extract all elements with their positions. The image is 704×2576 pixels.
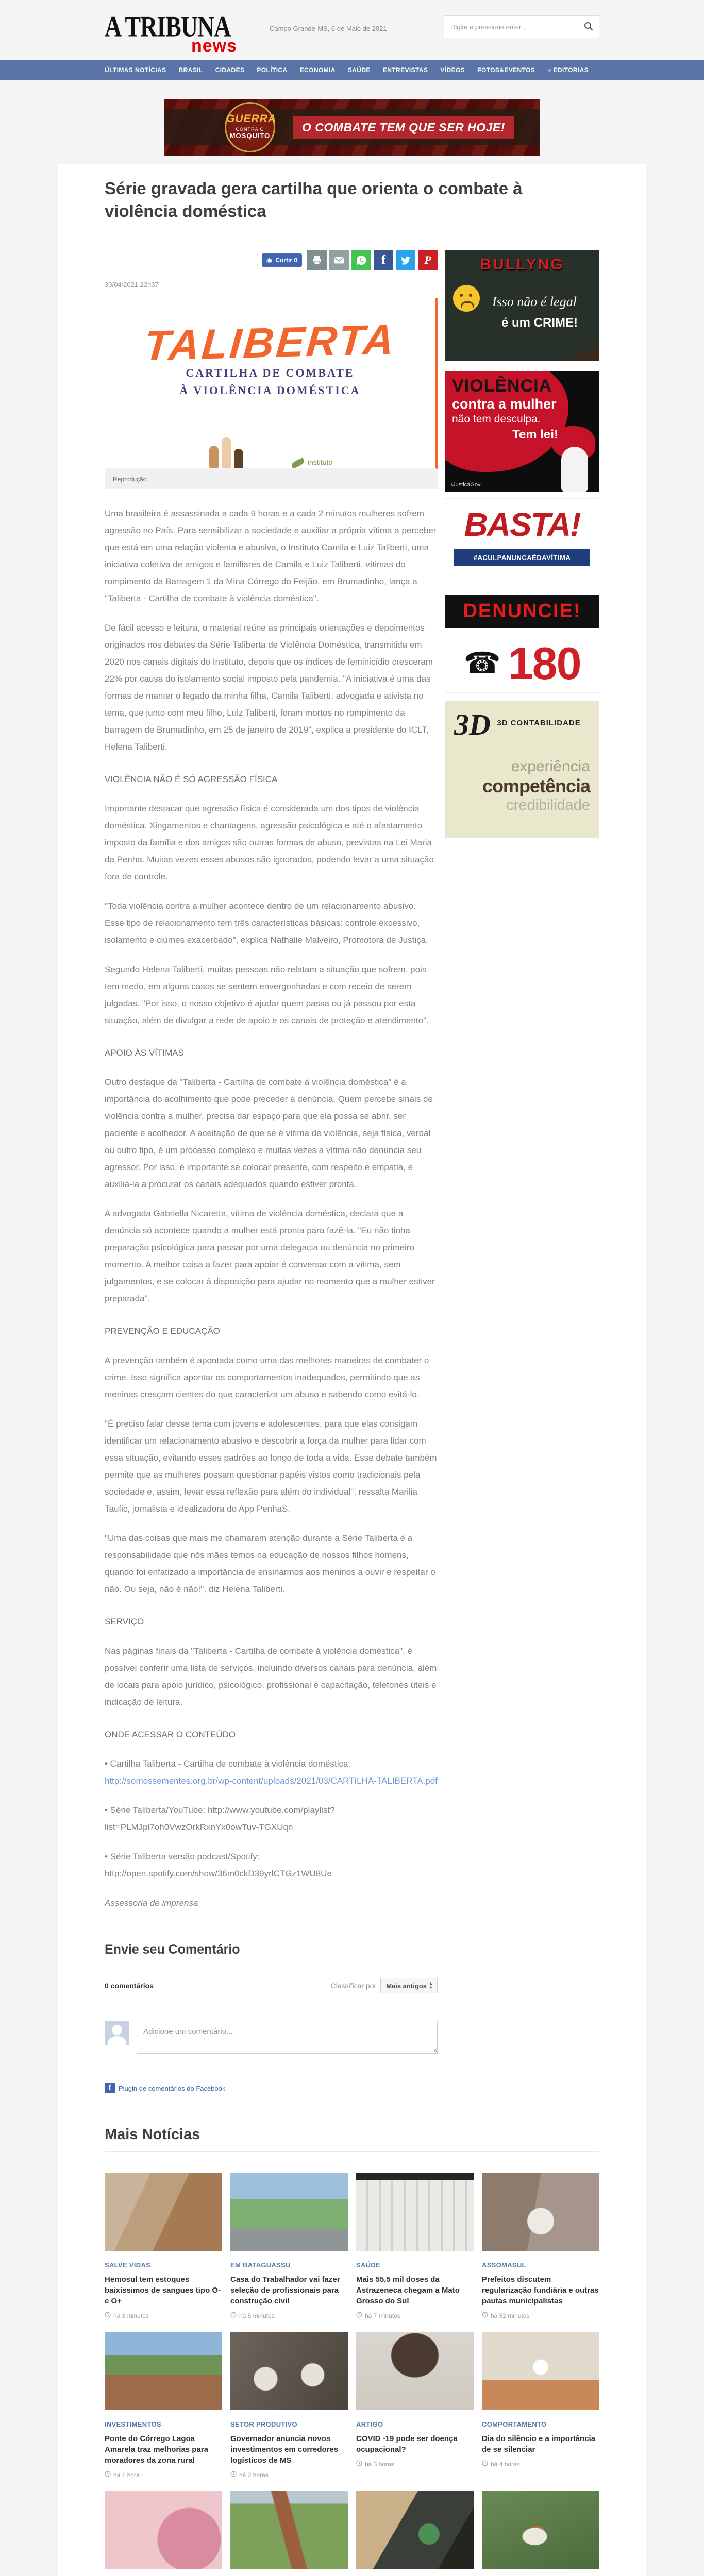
news-title[interactable]: Ponte do Córrego Lagoa Amarela traz melhorias para moradores da zona rural	[105, 2434, 208, 2465]
news-title[interactable]: Governador anuncia novos investimentos em corredores logísticos de MS	[230, 2434, 339, 2465]
news-title[interactable]: Dia do silêncio e a importância de se silenciar	[482, 2434, 596, 2454]
news-category[interactable]: EM BATAGUASSU	[230, 2261, 291, 2269]
news-category[interactable]: COMPORTAMENTO	[482, 2420, 547, 2428]
news-image[interactable]	[356, 2173, 474, 2251]
logo-main-text: A TRIBUNA	[105, 10, 231, 43]
main-nav	[0, 60, 704, 80]
paragraph: "Toda violência contra a mulher acontece dentro de um relacionamento abusivo. Esse tipo de relacionamento tem três características básicas: controle excessivo, isolamento e ciúmes exacerbado", explica Nathalie Malveiro, Promotora de Justiça.	[105, 901, 428, 945]
news-image[interactable]	[105, 2332, 222, 2410]
email-icon[interactable]	[329, 250, 349, 270]
divider	[105, 2151, 599, 2152]
ad-violencia-contra-mulher[interactable]: VIOLÊNCIA contra a mulher não tem desculpa. Tem lei! /JusticaGov	[445, 371, 599, 492]
raised-fists-illustration	[208, 437, 245, 468]
paragraph: Importante destacar que agressão física é considerada um dos tipos de violência doméstica. Xingamentos e chantagens, agressão psicológica e até o afastamento imposto da família e dos amigos são outras formas de abuso, previstas na Lei Maria da Penha. Muitas vezes esses abusos são ignorados, podendo levar a uma situação fora de controle.	[105, 804, 434, 882]
clock-icon	[230, 2471, 237, 2479]
search-button[interactable]	[578, 16, 599, 38]
print-icon[interactable]	[307, 250, 327, 270]
subheading: APOIO ÀS VÍTIMAS	[105, 1048, 184, 1058]
content-card	[58, 164, 646, 2576]
article-image-taliberta-poster	[105, 298, 438, 469]
nav-item-videos[interactable]: VÍDEOS	[440, 66, 465, 74]
news-card[interactable]	[230, 2332, 348, 2479]
news-image[interactable]	[230, 2332, 348, 2410]
ad-phone-180[interactable]: ☎ 180	[445, 634, 599, 693]
news-image[interactable]	[482, 2173, 599, 2251]
clock-icon	[230, 2312, 237, 2319]
nav-item-cidades[interactable]: CIDADES	[215, 66, 245, 74]
nav-item-saude[interactable]: SAÚDE	[347, 66, 371, 74]
nav-item-ultimas-noticias[interactable]: ÚLTIMAS NOTÍCIAS	[105, 66, 166, 74]
paragraph: A prevenção também é apontada como uma das melhores maneiras de combater o crime. Isso significa apontar os comportamentos inadequados, permitindo que as meninas cresçam cientes do que caracteriza um abuso e sabendo como evitá-lo.	[105, 1355, 429, 1399]
clock-icon	[482, 2312, 488, 2319]
news-title[interactable]: Casa do Trabalhador vai fazer seleção de profissionais para construção civil	[230, 2275, 340, 2306]
subheading: VIOLÊNCIA NÃO É SÓ AGRESSÃO FÍSICA	[105, 774, 278, 784]
news-category[interactable]: INVESTIMENTOS	[105, 2420, 161, 2428]
hashtag: #ACULPANUNCAÉDAVÍTIMA	[454, 549, 590, 566]
news-card[interactable]	[105, 2332, 222, 2479]
subheading: SERVIÇO	[105, 1617, 144, 1626]
share-row	[105, 250, 438, 270]
news-time: há 1 hora	[105, 2471, 222, 2479]
avatar	[105, 2021, 129, 2045]
nav-item-entrevistas[interactable]: ENTREVISTAS	[382, 66, 428, 74]
clock-icon	[356, 2460, 362, 2468]
cartilha-pdf-link[interactable]: http://somossementes.org.br/wp-content/uploads/2021/03/CARTILHA-TALIBERTA.pdf	[105, 1776, 438, 1786]
news-image[interactable]	[356, 2332, 474, 2410]
ad-3d-contabilidade[interactable]: 3D 3D CONTABILIDADE experiência competência credibilidade	[445, 701, 599, 838]
ad-denuncie[interactable]: DENUNCIE!	[445, 595, 599, 628]
nav-item-fotos-eventos[interactable]: FOTOS&EVENTOS	[477, 66, 535, 74]
sidebar-ads	[445, 250, 599, 838]
poster-subtitle-1: CARTILHA DE COMBATE	[186, 366, 355, 379]
nav-item-brasil[interactable]: BRASIL	[178, 66, 203, 74]
twitter-icon[interactable]	[396, 250, 415, 270]
byline: Assessoria de imprensa	[105, 1898, 198, 1908]
whatsapp-icon[interactable]	[351, 250, 371, 270]
news-card[interactable]	[482, 2332, 599, 2479]
news-title[interactable]: Hemosul tem estoques baixíssimos de sangues tipo O- e O+	[105, 2275, 221, 2306]
ad-bullying[interactable]: BULLYNG Isso não é legal é um CRIME!	[445, 250, 599, 361]
article-body	[105, 505, 438, 1911]
sad-emoji-icon	[453, 285, 480, 312]
sort-label: Classificar por	[330, 1981, 377, 1990]
news-category[interactable]: SETOR PRODUTIVO	[230, 2420, 297, 2428]
news-card[interactable]	[230, 2173, 348, 2319]
clock-icon	[482, 2460, 488, 2468]
news-image[interactable]	[105, 2491, 222, 2569]
banner-message: O COMBATE TEM QUE SER HOJE!	[293, 116, 514, 139]
facebook-plugin-link[interactable]: Plugin de comentários do Facebook	[119, 2084, 226, 2092]
clock-icon	[356, 2312, 362, 2319]
news-image[interactable]	[105, 2173, 222, 2251]
news-image[interactable]	[482, 2332, 599, 2410]
comment-input[interactable]	[137, 2021, 438, 2054]
logo-sub-text: news	[191, 36, 238, 56]
image-caption: Reprodução	[105, 469, 438, 489]
guerra-badge: GUERRA CONTRA O MOSQUITO	[225, 102, 275, 152]
search-input[interactable]	[444, 23, 578, 31]
news-time: há 52 minutos	[482, 2312, 599, 2319]
bullet-with-link: • Cartilha Taliberta - Cartilha de combate à violência doméstica: http://somossementes.org.br/wp-content/uploads/2021/03/CARTILHA-TALIBERTA.pdf	[105, 1759, 438, 1786]
facebook-like-button[interactable]: Curtir 0	[262, 253, 302, 267]
news-grid	[105, 2173, 599, 2576]
paragraph: Nas páginas finais da "Taliberta - Cartilha de combate à violência doméstica", é possível conferir uma lista de serviços, incluindo diversos canais para denúncia, além de locais para apoio jurídico, psicológico, profissional e capacitação, telefones úteis e indicação de leitura.	[105, 1646, 437, 1707]
sort-dropdown[interactable]: Mais antigos ▴ ▾	[380, 1978, 438, 1993]
ad-basta[interactable]: BASTA! #ACULPANUNCAÉDAVÍTIMA	[445, 498, 599, 588]
nav-item-politica[interactable]: POLÍTICA	[257, 66, 288, 74]
subheading: ONDE ACESSAR O CONTEÚDO	[105, 1730, 236, 1739]
paragraph: A advogada Gabriella Nicaretta, vítima de violência doméstica, declara que a denúncia só acontece quando a mulher está pronta para fazê-la. "Eu não tinha preparação psicológica para passar por uma delegacia ou denúncia no primeiro momento. A melhor coisa a fazer para apoiar é conversar com a vítima, sem julgamentos, e se colocar à disposição para ajudar no momento que a mulher estiver preparada".	[105, 1209, 435, 1303]
sort-arrows-icon: ▴ ▾	[429, 1981, 432, 1990]
pinterest-icon[interactable]	[418, 250, 438, 270]
instituto-logo: instituto	[291, 458, 332, 468]
comments-count: 0 comentários	[105, 1981, 154, 1990]
news-time: há 4 horas	[482, 2460, 599, 2468]
news-image[interactable]	[482, 2491, 599, 2569]
facebook-plugin-icon: f	[105, 2083, 115, 2093]
more-news-heading: Mais Notícias	[105, 2126, 200, 2143]
paragraph: Outro destaque da "Taliberta - Cartilha de combate à violência doméstica" é a importância do acolhimento que pode preceder a denúncia. Quem percebe sinais de violência contra a mulher, precisa dar espaço para que ela possa se abrir, ser paciente e acolhedor. A aceitação de que se é vítima de violência, seja física, verbal ou outro tipo, é um processo complexo e muitas vezes a vítima não denuncia seu agressor. Por isso, é importante se colocar presente, com respeito e empatia, e auxiliá-la a procurar os canais adequados quando estiver pronta.	[105, 1077, 433, 1189]
news-card[interactable]	[482, 2173, 599, 2319]
news-time: há 3 horas	[356, 2460, 474, 2468]
subheading: PREVENÇÃO E EDUCAÇÃO	[105, 1326, 220, 1336]
paragraph: "É preciso falar desse tema com jovens e adolescentes, para que elas consigam identificar um relacionamento abusivo e descobrir a força da mulher para lidar com essa situação, evitando esses padrões ao longo de toda a vida. Esse debate também permite que as mulheres possam questionar papéis vistos como tradicionais pela sociedade e, assim, levar essa reflexão para além do individual", ressalta Marilia Taufic, jornalista e idealizadora do App PenhaS.	[105, 1419, 437, 1514]
news-time: há 2 horas	[230, 2471, 348, 2479]
header-date: Campo Grande-MS, 6 de Maio de 2021	[270, 25, 387, 32]
news-card[interactable]	[230, 2491, 348, 2576]
news-card[interactable]	[356, 2332, 474, 2479]
news-card[interactable]	[356, 2173, 474, 2319]
poster-subtitle-2: À VIOLÊNCIA DOMÉSTICA	[179, 384, 361, 397]
article-date: 30/04/2021 22h37	[105, 281, 159, 289]
search-box	[444, 15, 599, 38]
news-card[interactable]	[356, 2491, 474, 2576]
news-card[interactable]	[105, 2491, 222, 2576]
phone-icon: ☎	[463, 646, 501, 680]
news-category[interactable]: ARTIGO	[356, 2420, 383, 2428]
page-title: Série gravada gera cartilha que orienta o combate à violência doméstica	[105, 179, 523, 221]
nav-item-economia[interactable]: ECONOMIA	[299, 66, 336, 74]
comments-heading: Envie seu Comentário	[105, 1942, 240, 1957]
news-image[interactable]	[230, 2491, 348, 2569]
site-header	[0, 0, 704, 60]
poster-title: TALIBERTA	[142, 316, 398, 370]
news-card[interactable]	[105, 2173, 222, 2319]
mosquito-war-ad-banner[interactable]	[164, 99, 540, 156]
news-category[interactable]: SALVE VIDAS	[105, 2261, 151, 2269]
site-logo[interactable]	[105, 9, 249, 56]
news-image[interactable]	[230, 2173, 348, 2251]
bullet: • Série Taliberta versão podcast/Spotify: http://open.spotify.com/show/36m0ckD39yrlCTGz1WU8Ue	[105, 1852, 332, 1878]
news-title[interactable]: COVID -19 pode ser doença ocupacional?	[356, 2434, 458, 2454]
3d-logo: 3D	[454, 708, 491, 741]
leaf-icon	[291, 457, 306, 469]
paragraph: Uma brasileira é assassinada a cada 9 horas e a cada 2 minutos mulheres sofrem agressão no País. Para sensibilizar a sociedade e auxiliar a própria vítima a perceber que está em uma relação violenta e abusiva, o Instituto Camila e Luiz Taliberti, uma iniciativa coletiva de amigos e familiares de Camila e Luiz Taliberti, vítimas do rompimento da Barragem 1 da Mina Córrego do Feijão, em Brumadinho, lança a "Taliberta - Cartilha de combate à violência doméstica".	[105, 509, 437, 603]
article-column	[105, 250, 438, 2093]
news-category[interactable]: ASSOMASUL	[482, 2261, 526, 2269]
news-time: há 3 minutos	[105, 2312, 222, 2319]
paragraph: Segundo Helena Taliberti, muitas pessoas não relatam a situação que sofrem, pois tem medo, em alguns casos se sentem envergonhadas e com receio de serem julgadas. "Por isso, o nosso objetivo é ajudar quem passa ou já passou por esta situação, além de divulgar a rede de apoio e os canais de proteção e atendimento".	[105, 964, 429, 1025]
news-title[interactable]: Prefeitos discutem regularização fundiária e outras pautas municipalistas	[482, 2275, 599, 2306]
nav-item-editorias[interactable]: + EDITORIAS	[547, 66, 589, 74]
paragraph: "Uma das coisas que mais me chamaram atenção durante a Série Taliberta é a responsabilidade que nós mães temos na educação de nossos filhos homens, quando foi enfatizado a importância de ensinarmos aos meninos a ouvir e respeitar o não. Ou seja, não é não!", diz Helena Taliberti.	[105, 1533, 435, 1594]
news-time: há 5 minutos	[230, 2312, 348, 2319]
share-icons	[307, 250, 438, 270]
paragraph: De fácil acesso e leitura, o material reúne as principais orientações e depoimentos originados nos debates da Série Taliberta de Violência Doméstica, transmitida em 2020 nos canais digitais do Instituto, depois que os índices de feminicídio cresceram 22% por causa do isolamento social imposto pela pandemia. "A iniciativa é uma das formas de manter o legado da minha filha, Camila Taliberti, advogada e ativista no tema, que junto com meu filho, Luiz Taliberti, foram mortos no rompimento da barragem de Brumadinho, em 25 de janeiro de 2019", explica a presidente do ICLT, Helena Taliberti.	[105, 623, 433, 752]
comments-section	[105, 1942, 438, 2093]
clock-icon	[105, 2312, 111, 2319]
top-banner-strip	[0, 80, 704, 164]
news-title[interactable]: Mais 55,5 mil doses da Astrazeneca chegam a Mato Grosso do Sul	[356, 2275, 460, 2306]
thumbs-up-icon	[266, 257, 273, 264]
clock-icon	[105, 2471, 111, 2479]
comment-composer	[105, 2021, 438, 2054]
search-icon	[584, 22, 593, 32]
news-category[interactable]: SAÚDE	[356, 2261, 381, 2269]
news-card[interactable]	[482, 2491, 599, 2576]
more-news-section	[105, 2126, 599, 2576]
news-time: há 7 minutos	[356, 2312, 474, 2319]
facebook-handle: /JusticaGov	[451, 482, 481, 488]
poster-illustrations	[105, 435, 435, 468]
facebook-icon[interactable]	[374, 250, 393, 270]
bullet: • Série Taliberta/YouTube: http://www.youtube.com/playlist?list=PLMJpl7oh0VwzOrkRxnYx0owTuv-TGXUqn	[105, 1805, 335, 1832]
news-image[interactable]	[356, 2491, 474, 2569]
